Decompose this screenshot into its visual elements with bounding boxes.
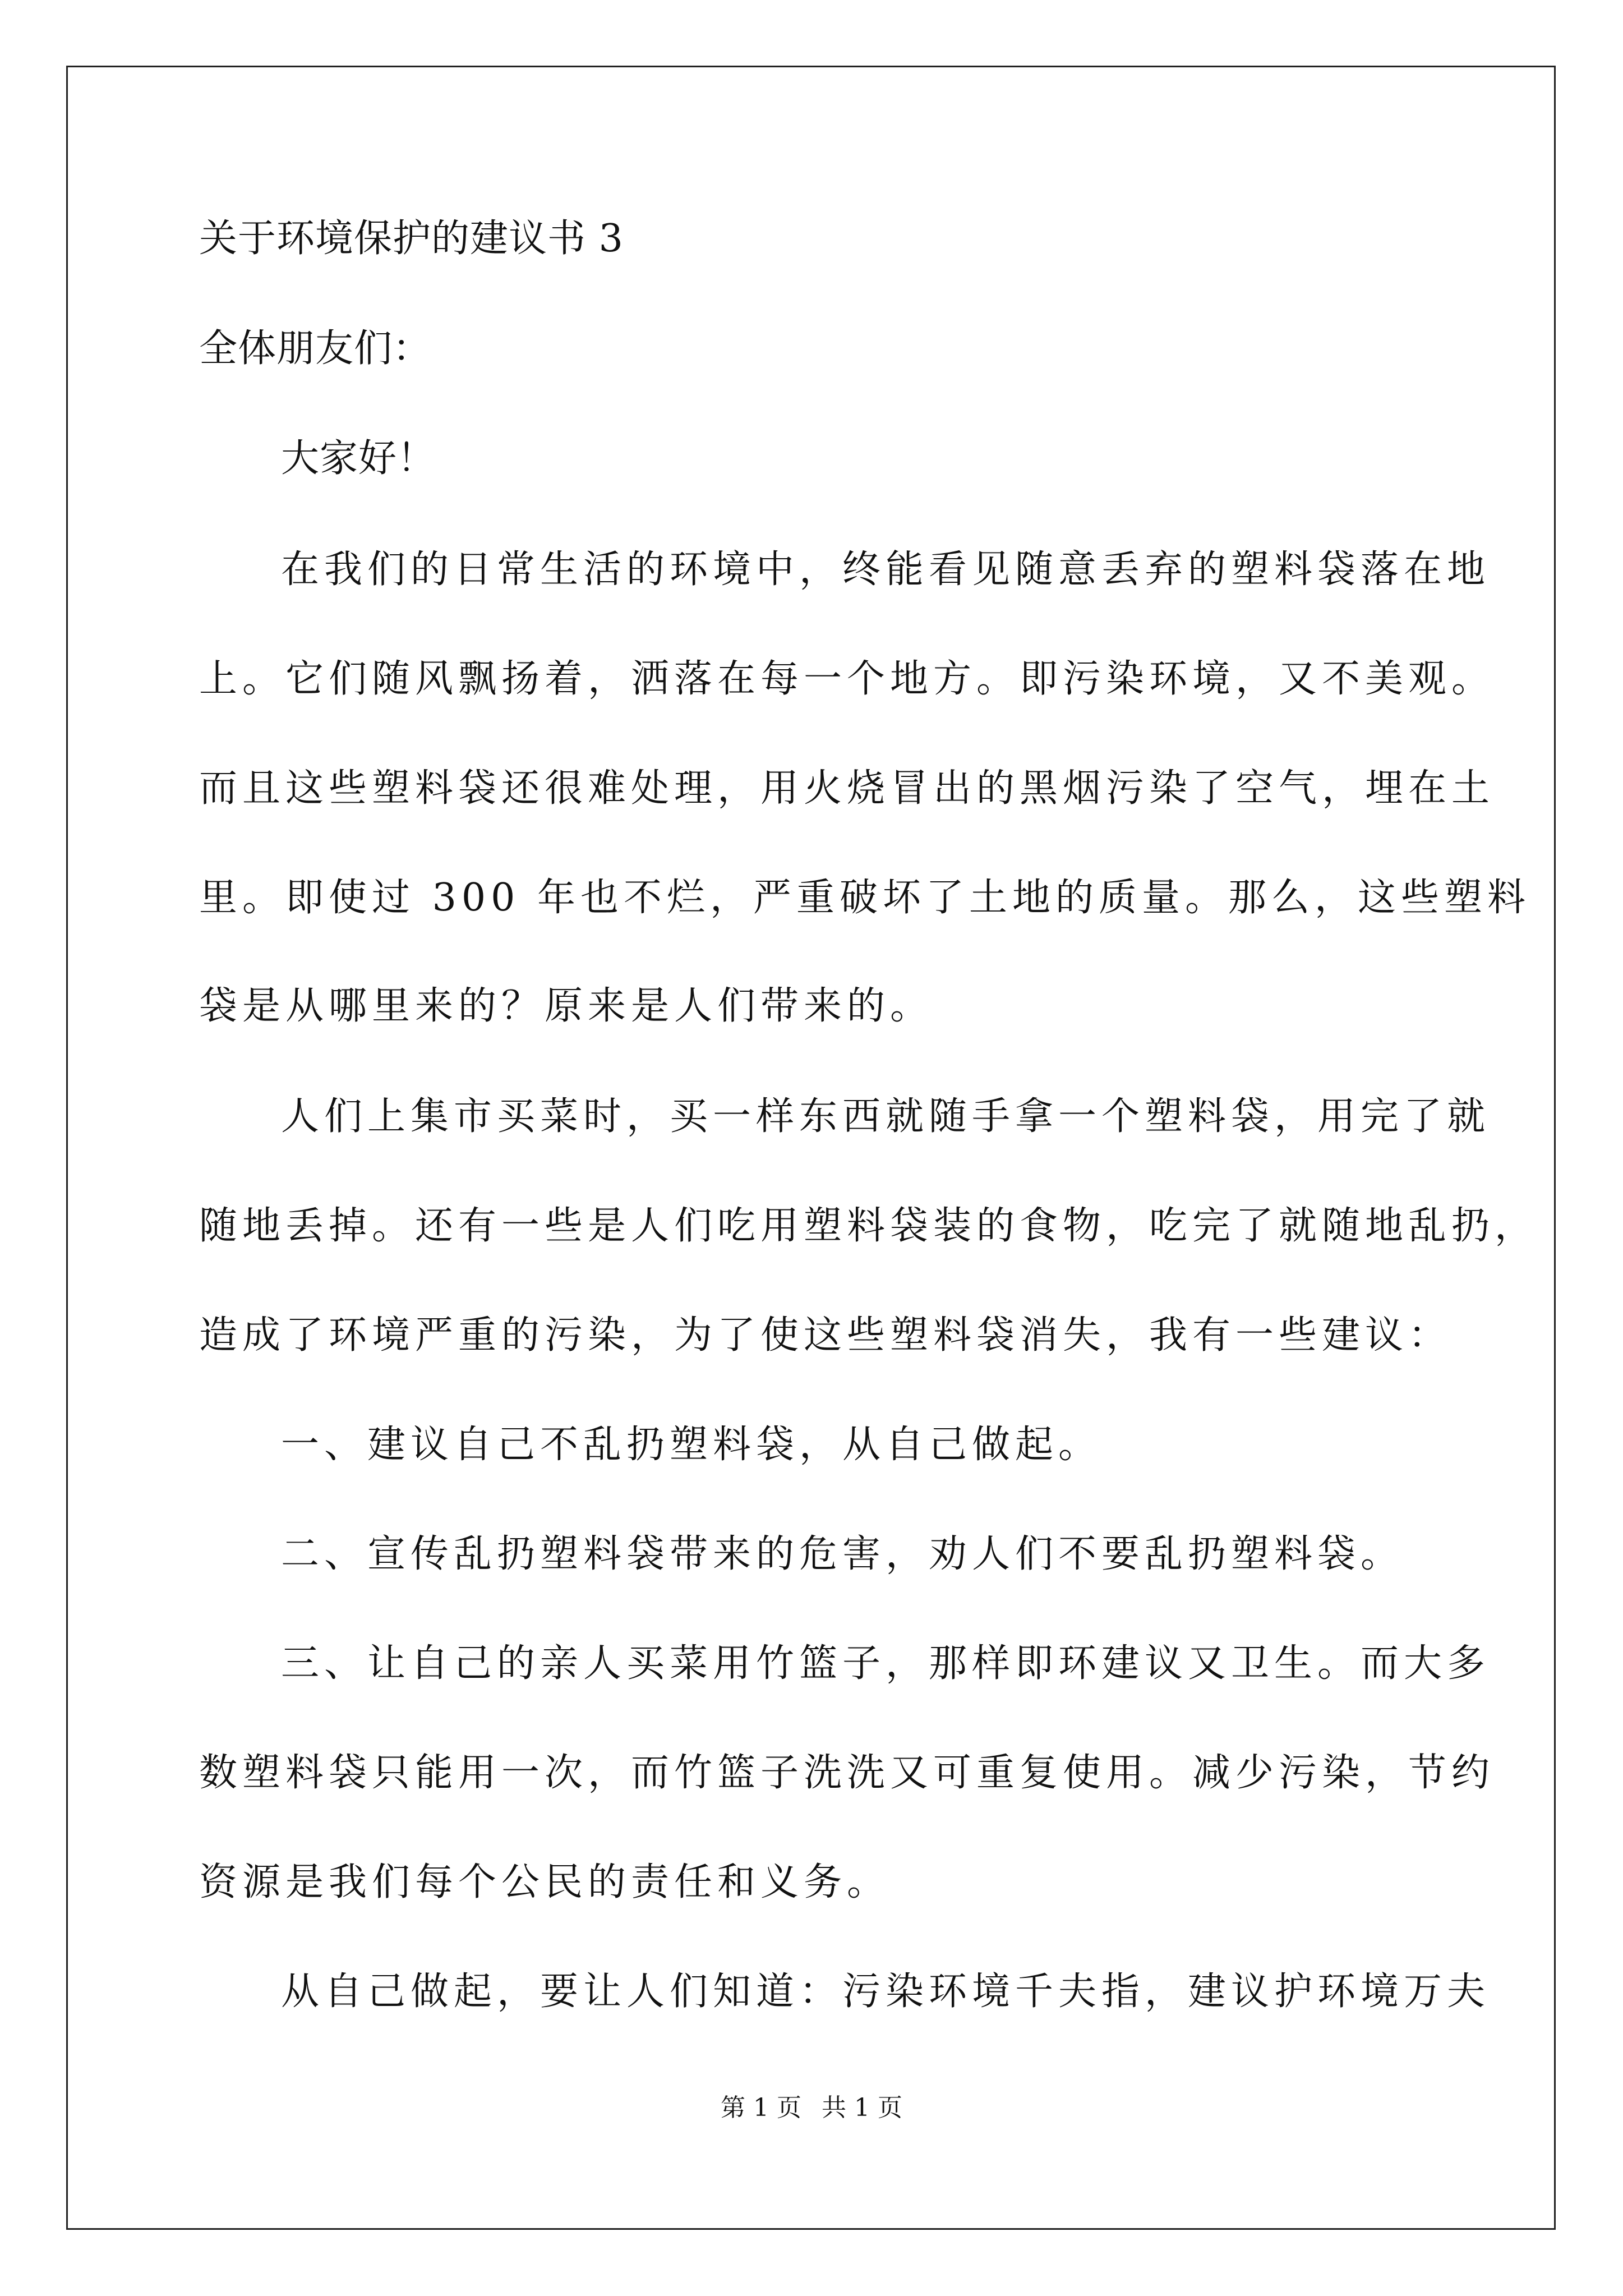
suggestion-item-2: 二、宣传乱扔塑料袋带来的危害，劝人们不要乱扔塑料袋。	[281, 1532, 1404, 1576]
paragraph-line: 从自己做起，要让人们知道：污染环境千夫指，建议护环境万夫	[281, 1970, 1491, 2014]
page-footer	[0, 2091, 1623, 2125]
paragraph-line: 造成了环境严重的污染，为了使这些塑料袋消失，我有一些建议：	[199, 1313, 1452, 1358]
paragraph-line: 而且这些塑料袋还很难处理，用火烧冒出的黑烟污染了空气，埋在土	[199, 766, 1495, 811]
paragraph-line: 袋是从哪里来的？原来是人们带来的。	[199, 984, 934, 1028]
document-title: 关于环境保护的建议书 3	[199, 217, 624, 261]
paragraph-line: 上。它们随风飘扬着，洒落在每一个地方。即污染环境，又不美观。	[199, 657, 1495, 701]
suggestion-item-3: 三、让自己的亲人买菜用竹篮子，那样即环建议又卫生。而大多	[281, 1641, 1491, 1686]
salutation: 全体朋友们：	[199, 326, 432, 371]
page-count: 共 1 页	[822, 2093, 902, 2122]
page-number: 第 1 页	[721, 2093, 801, 2122]
paragraph-line: 随地丢掉。还有一些是人们吃用塑料袋装的食物，吃完了就随地乱扔，	[199, 1204, 1538, 1248]
greeting: 大家好！	[281, 436, 436, 481]
paragraph-line: 里。即使过 300 年也不烂，严重破坏了土地的质量。那么，这些塑料	[199, 876, 1531, 920]
paragraph-line: 数塑料袋只能用一次，而竹篮子洗洗又可重复使用。减少污染，节约	[199, 1751, 1495, 1795]
paragraph-line: 在我们的日常生活的环境中，终能看见随意丢弃的塑料袋落在地	[281, 547, 1491, 592]
paragraph-line: 人们上集市买菜时，买一样东西就随手拿一个塑料袋，用完了就	[281, 1094, 1491, 1139]
suggestion-item-1: 一、建议自己不乱扔塑料袋，从自己做起。	[281, 1423, 1102, 1467]
paragraph-line: 资源是我们每个公民的责任和义务。	[199, 1860, 891, 1904]
